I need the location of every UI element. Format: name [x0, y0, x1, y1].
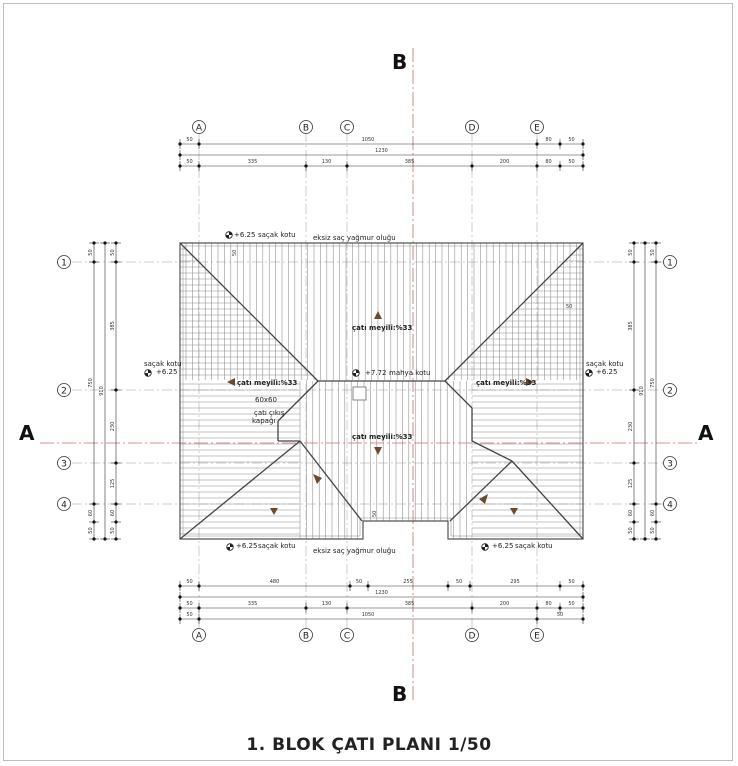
dim-text: 50	[568, 601, 575, 607]
eave-text-right: saçak kotu	[586, 360, 624, 368]
dim-text: 60	[650, 509, 656, 517]
grid-label: A	[195, 123, 203, 134]
dim-text: 80	[545, 601, 552, 607]
dim-text: 910	[639, 386, 645, 396]
grid-label: C	[343, 631, 351, 642]
dim-text: 50	[455, 579, 463, 585]
hatch-label-line1: çatı çıkış	[254, 409, 285, 417]
eave-level-left: +6.25	[156, 368, 178, 376]
dim-text: 230	[110, 421, 116, 432]
roof-hatch-opening	[353, 387, 366, 400]
dim-text: 50	[88, 249, 94, 256]
dim-text: 130	[321, 159, 332, 165]
grid-label: E	[534, 631, 540, 642]
dim-text: 200	[499, 601, 510, 607]
grid-label: 1	[61, 258, 67, 269]
dim-text: 50	[186, 159, 193, 165]
dim-text: 750	[88, 378, 94, 388]
dim-text: 125	[628, 478, 634, 489]
section-marker-A-right: A	[698, 421, 714, 445]
eave-text-bottom-right: saçak kotu	[515, 542, 553, 550]
dim-text: 1050	[361, 137, 375, 143]
eave-text-bottom-left: saçak kotu	[258, 542, 296, 550]
dim-text: 1050	[361, 612, 375, 618]
eave-level-bottom-left: +6.25	[236, 542, 258, 550]
dim-text: 50	[628, 249, 634, 256]
dim-text: 335	[247, 601, 258, 607]
grid-label: 2	[667, 386, 673, 397]
section-marker-B-top: B	[392, 50, 408, 74]
eave-level-right: +6.25	[596, 368, 618, 376]
dim-text: 60	[88, 509, 94, 517]
dim-text: 910	[99, 386, 105, 396]
dim-text: 385	[404, 159, 415, 165]
drawing-title: 1. BLOK ÇATI PLANI 1/50	[246, 735, 492, 755]
roof-inner-outline	[183, 246, 580, 536]
dim-text: 80	[545, 137, 552, 143]
grid-label: 4	[667, 500, 673, 511]
section-marker-B-bottom: B	[392, 682, 408, 706]
dim-text: 1230	[375, 590, 388, 596]
eave-level-bottom-right: +6.25	[492, 542, 514, 550]
hatch-size-label: 60x60	[255, 396, 277, 404]
grid-label: 4	[61, 500, 67, 511]
dim-text: 50	[110, 249, 116, 256]
dim-text: 130	[321, 601, 332, 607]
eave-text-left: saçak kotu	[144, 360, 182, 368]
dim-text: 480	[269, 579, 280, 585]
dim-text: 60	[110, 509, 116, 517]
slope-label-center: çatı meyili:%33	[352, 433, 413, 441]
grid-label: 3	[61, 459, 67, 470]
dim-text: 50	[568, 159, 575, 165]
notch-dim-right: 50	[566, 304, 573, 310]
grid-label: C	[343, 123, 351, 134]
hatch-label-line2: kapağı	[252, 417, 276, 425]
grid-label: D	[468, 631, 476, 642]
dim-text: 50	[650, 527, 656, 534]
dim-text: 750	[650, 378, 656, 388]
eave-level-top-left: +6.25	[234, 231, 256, 239]
dim-text: 50	[556, 612, 564, 618]
section-marker-A-left: A	[19, 421, 35, 445]
slope-label-right: çatı meyili:%33	[476, 379, 537, 387]
dim-text: 1230	[375, 148, 388, 154]
dim-text: 385	[110, 321, 116, 331]
dim-text: 125	[110, 478, 116, 489]
grid-label: E	[534, 123, 540, 134]
gutter-label-bottom: eksiz saç yağmur oluğu	[313, 547, 396, 555]
dim-text: 385	[628, 321, 634, 331]
eave-text-top-left: saçak kotu	[258, 231, 296, 239]
slope-label-left: çatı meyili:%33	[237, 379, 298, 387]
grid-label: A	[195, 631, 203, 642]
dimension-texts	[88, 137, 656, 618]
grid-label: 2	[61, 386, 67, 397]
dim-text: 295	[510, 579, 520, 585]
ridge-text: mahya kotu	[389, 369, 431, 377]
dim-text: 385	[404, 601, 415, 607]
dim-text: 255	[403, 579, 413, 585]
dim-text: 80	[545, 159, 552, 165]
dim-text: 50	[650, 249, 656, 256]
grid-label: B	[302, 631, 310, 642]
slope-label-top: çatı meyili:%33	[352, 324, 413, 332]
roof-outline	[180, 243, 583, 539]
dim-text: 335	[247, 159, 258, 165]
ridge-level: +7.72	[365, 369, 387, 377]
grid-label: B	[302, 123, 310, 134]
roof-hatching	[180, 243, 583, 540]
dim-text: 50	[186, 612, 193, 618]
dim-text: 50	[568, 137, 575, 143]
grid-label: 3	[667, 459, 673, 470]
dim-text: 50	[186, 579, 193, 585]
notch-dim-bottom: 50	[372, 510, 378, 517]
dim-text: 50	[88, 527, 94, 534]
dim-text: 50	[186, 137, 193, 143]
dim-text: 50	[568, 579, 575, 585]
dim-text: 60	[628, 509, 634, 517]
dim-text: 200	[499, 159, 510, 165]
dim-text: 50	[628, 527, 634, 534]
dim-text: 50	[110, 527, 116, 534]
hip-lines	[180, 243, 583, 539]
dim-text: 230	[628, 421, 634, 432]
dim-text: 50	[186, 601, 193, 607]
notch-dim-top: 50	[232, 249, 238, 256]
dim-text: 50	[355, 579, 363, 585]
grid-label: 1	[667, 258, 673, 269]
grid-label: D	[468, 123, 476, 134]
gutter-label-top: eksiz saç yağmur oluğu	[313, 234, 396, 242]
